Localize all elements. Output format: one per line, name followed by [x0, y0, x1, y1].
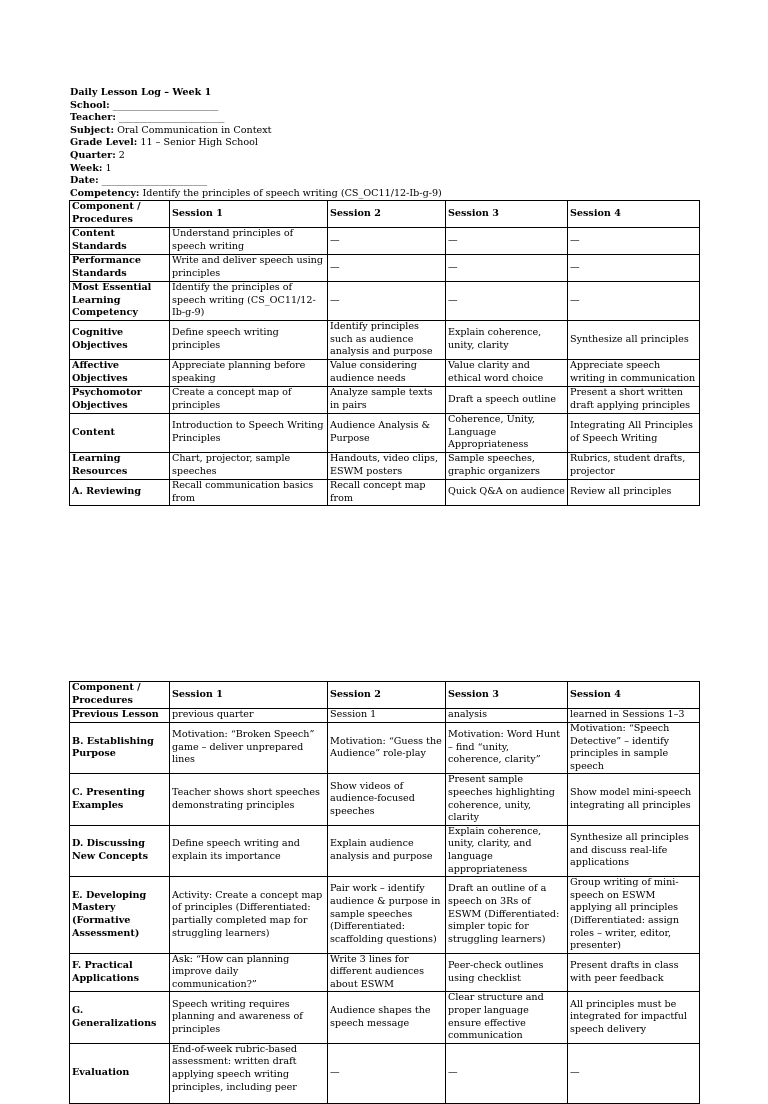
table-cell: — [568, 1043, 700, 1103]
column-header: Session 4 [568, 201, 700, 228]
table-cell: Define speech writing principles [170, 321, 328, 360]
date-line: Date: ______________________ [70, 175, 208, 187]
competency-line: Competency: Identify the principles of speech writing (CS_OC11/12-Ib-g-9) [70, 187, 442, 199]
table-row [70, 387, 700, 414]
row-label: D. Discussing New Concepts [70, 825, 170, 876]
table-cell: Present a short written draft applying principles [568, 387, 700, 414]
column-header: Component / Procedures [70, 201, 170, 228]
table-cell: Pair work – identify audience & purpose in sample speeches (Differentiated: scaffolding questions) [328, 877, 446, 954]
subject-line: Subject: Oral Communication in Context [70, 124, 272, 136]
table-cell: End-of-week rubric-based assessment: written draft applying speech writing principles, including peer [170, 1043, 328, 1103]
table-cell: Integrating All Principles of Speech Writing [568, 414, 700, 453]
table-row [70, 480, 700, 506]
teacher-line: Teacher: ______________________ [70, 112, 225, 124]
quarter-line: Quarter: 2 [70, 149, 125, 161]
table-cell: Speech writing requires planning and awareness of principles [170, 992, 328, 1043]
table-cell: Explain coherence, unity, clarity, and language appropriateness [446, 825, 568, 876]
table-cell: Audience Analysis & Purpose [328, 414, 446, 453]
column-header: Session 3 [446, 682, 568, 709]
table-cell: Motivation: “Speech Detective” – identify principles in sample speech [568, 723, 700, 774]
table-cell: Draft a speech outline [446, 387, 568, 414]
document-header [70, 87, 710, 200]
table-cell: Write and deliver speech using principles [170, 255, 328, 282]
table-cell: — [446, 255, 568, 282]
document-title: Daily Lesson Log – Week 1 [70, 87, 212, 98]
week-line: Week: 1 [70, 162, 112, 174]
table-row [70, 1043, 700, 1103]
table-cell: — [568, 228, 700, 255]
table-row [70, 953, 700, 992]
table-cell: Show model mini-speech integrating all principles [568, 774, 700, 825]
table-row [70, 709, 700, 723]
row-label: F. Practical Applications [70, 953, 170, 992]
table-cell: analysis [446, 709, 568, 723]
column-header: Session 1 [170, 682, 328, 709]
table-cell: previous quarter [170, 709, 328, 723]
table-cell: Synthesize all principles and discuss real-life applications [568, 825, 700, 876]
table-cell: Quick Q&A on audience [446, 480, 568, 506]
table-row [70, 282, 700, 321]
table-cell: Value considering audience needs [328, 360, 446, 387]
table-row [70, 723, 700, 774]
table-cell: Value clarity and ethical word choice [446, 360, 568, 387]
table-cell: Clear structure and proper language ensure effective communication [446, 992, 568, 1043]
row-label: A. Reviewing [70, 480, 170, 506]
table-cell: — [446, 1043, 568, 1103]
table-cell: Chart, projector, sample speeches [170, 453, 328, 480]
table-row [70, 992, 700, 1043]
table-cell: Explain coherence, unity, clarity [446, 321, 568, 360]
table-cell: Activity: Create a concept map of principles (Differentiated: partially completed map for struggling learners) [170, 877, 328, 954]
row-label: Evaluation [70, 1043, 170, 1103]
table-cell: — [328, 228, 446, 255]
table-cell: — [328, 282, 446, 321]
table-cell: Write 3 lines for different audiences about ESWM [328, 953, 446, 992]
school-line: School: ______________________ [70, 99, 219, 111]
row-label: B. Establishing Purpose [70, 723, 170, 774]
table-cell: — [328, 255, 446, 282]
column-header: Session 3 [446, 201, 568, 228]
column-header: Session 2 [328, 682, 446, 709]
table-cell: Ask: “How can planning improve daily communication?” [170, 953, 328, 992]
table-row [70, 774, 700, 825]
table-cell: Teacher shows short speeches demonstrating principles [170, 774, 328, 825]
table-cell: Synthesize all principles [568, 321, 700, 360]
table-cell: Define speech writing and explain its importance [170, 825, 328, 876]
table-row [70, 414, 700, 453]
column-header: Session 4 [568, 682, 700, 709]
row-label: Cognitive Objectives [70, 321, 170, 360]
table-cell: Motivation: Word Hunt – find “unity, coherence, clarity” [446, 723, 568, 774]
row-label: C. Presenting Examples [70, 774, 170, 825]
table-cell: Identify the principles of speech writing (CS_OC11/12-Ib-g-9) [170, 282, 328, 321]
table-cell: — [568, 255, 700, 282]
table-cell: Review all principles [568, 480, 700, 506]
table-cell: Present drafts in class with peer feedback [568, 953, 700, 992]
table-cell: Explain audience analysis and purpose [328, 825, 446, 876]
row-label: G. Generalizations [70, 992, 170, 1043]
table-cell: Motivation: “Guess the Audience” role-play [328, 723, 446, 774]
row-label: Content [70, 414, 170, 453]
column-header: Component / Procedures [70, 682, 170, 709]
table-row [70, 228, 700, 255]
row-label: Performance Standards [70, 255, 170, 282]
row-label: Most Essential Learning Competency [70, 282, 170, 321]
table-cell: All principles must be integrated for impactful speech delivery [568, 992, 700, 1043]
table-cell: Create a concept map of principles [170, 387, 328, 414]
table-cell: Handouts, video clips, ESWM posters [328, 453, 446, 480]
table-cell: — [568, 282, 700, 321]
row-label: Content Standards [70, 228, 170, 255]
lesson-log-table-1 [69, 200, 700, 506]
table-header-row [70, 682, 700, 709]
column-header: Session 1 [170, 201, 328, 228]
lesson-log-table-2 [69, 681, 700, 1104]
table-cell: Understand principles of speech writing [170, 228, 328, 255]
table-cell: Recall concept map from [328, 480, 446, 506]
table-row [70, 825, 700, 876]
table-cell: Audience shapes the speech message [328, 992, 446, 1043]
table-cell: — [446, 282, 568, 321]
table-cell: Appreciate speech writing in communication [568, 360, 700, 387]
table-cell: Draft an outline of a speech on 3Rs of ESWM (Differentiated: simpler topic for struggling learners) [446, 877, 568, 954]
table-cell: Present sample speeches highlighting coherence, unity, clarity [446, 774, 568, 825]
table-cell: Introduction to Speech Writing Principles [170, 414, 328, 453]
table-cell: — [328, 1043, 446, 1103]
row-label: Previous Lesson [70, 709, 170, 723]
table-cell: Motivation: “Broken Speech” game – deliver unprepared lines [170, 723, 328, 774]
table-cell: Peer-check outlines using checklist [446, 953, 568, 992]
table-header-row [70, 201, 700, 228]
table-cell: Group writing of mini-speech on ESWM applying all principles (Differentiated: assign roles – writer, editor, presenter) [568, 877, 700, 954]
column-header: Session 2 [328, 201, 446, 228]
table-row [70, 877, 700, 954]
table-cell: — [446, 228, 568, 255]
table-row [70, 255, 700, 282]
table-cell: Identify principles such as audience analysis and purpose [328, 321, 446, 360]
row-label: Learning Resources [70, 453, 170, 480]
table-cell: Recall communication basics from [170, 480, 328, 506]
table-row [70, 453, 700, 480]
table-cell: learned in Sessions 1–3 [568, 709, 700, 723]
table-cell: Session 1 [328, 709, 446, 723]
row-label: Affective Objectives [70, 360, 170, 387]
table-cell: Rubrics, student drafts, projector [568, 453, 700, 480]
table-row [70, 360, 700, 387]
table-cell: Sample speeches, graphic organizers [446, 453, 568, 480]
grade-level-line: Grade Level: 11 – Senior High School [70, 137, 258, 149]
table-cell: Coherence, Unity, Language Appropriateness [446, 414, 568, 453]
row-label: E. Developing Mastery (Formative Assessment) [70, 877, 170, 954]
row-label: Psychomotor Objectives [70, 387, 170, 414]
table-cell: Appreciate planning before speaking [170, 360, 328, 387]
table-row [70, 321, 700, 360]
table-cell: Show videos of audience-focused speeches [328, 774, 446, 825]
table-cell: Analyze sample texts in pairs [328, 387, 446, 414]
